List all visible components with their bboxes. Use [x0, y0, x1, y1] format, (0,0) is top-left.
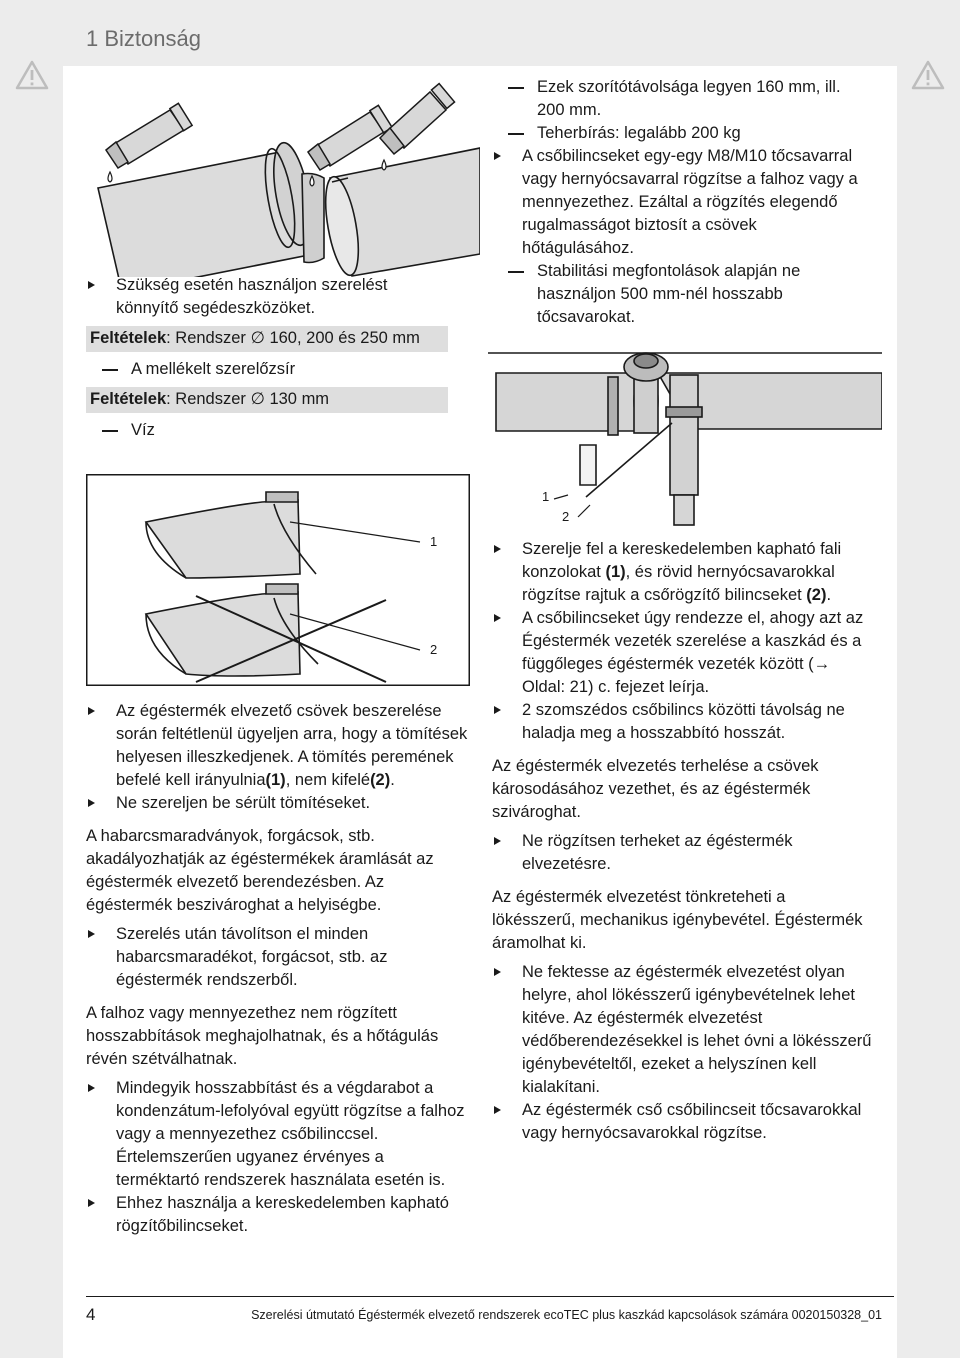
pipe-lubrication-figure	[92, 82, 480, 277]
bullet-arrange-clamps: A csőbilincseket úgy rendezze el, ahogy azt az Égéstermék vezeték szerelése a kaszkád és a függőleges égéstermék vezeték között (→ Oldal: 21) c. fejezet leírja.	[492, 607, 872, 699]
para-mortar: A habarcsmaradványok, forgácsok, stb. akadályozhatják az égéstermékek áramlását az égéstermék elvezető berendezésben. Az égéstermék beszivároghat a helyiségbe.	[86, 827, 434, 914]
text: , nem kifelé	[285, 771, 371, 789]
footer-document-title: Szerelési útmutató Égéstermék elvezető rendszerek ecoTEC plus kaszkád kapcsolások számára 0020150328_01	[251, 1308, 882, 1322]
clamp-figure-label-2: 2	[562, 509, 570, 524]
para-extensions: A falhoz vagy mennyezethez nem rögzített hosszabbítások meghajolhatnak, és a hőtágulás révén szétválhatnak.	[86, 1004, 439, 1068]
condition-block-2	[86, 387, 448, 413]
clamp-figure-label-1: 1	[542, 489, 550, 504]
page-number: 4	[86, 1305, 96, 1324]
left-top-text	[86, 274, 448, 442]
para-load: Az égéstermék elvezetés terhelése a csövek károsodásához vezethet, és az égéstermék szivároghat.	[492, 757, 819, 821]
bullet-damaged-seals: Ne szereljen be sérült tömítéseket.	[86, 792, 470, 815]
bullet-seal-orientation	[86, 700, 470, 792]
left-margin-band	[0, 0, 63, 1358]
warning-triangle-icon	[911, 60, 945, 90]
para-impact: Az égéstermék elvezetést tönkreteheti a lökésszerű, mechanikus igénybevétel. Égéstermék áramolhat ki.	[492, 888, 863, 952]
condition-text: : Rendszer ∅ 130 mm	[166, 390, 330, 408]
text: , és rövid hernyócsavarokkal rögzítse rajtuk a csőrögzítő bilincseket	[522, 563, 835, 604]
bullet-fix: A csőbilincseket egy-egy M8/M10 tőcsavarral vagy hernyócsavarral rögzítse a falhoz vagy a mennyezethez. Ezáltal a rögzítés elegendő rugalmasságot biztosít a csövek hőtágulásához.	[492, 145, 872, 260]
bullet-clamps: Ehhez használja a kereskedelemben kapható rögzítőbilincseket.	[86, 1192, 470, 1238]
seal-orientation-figure	[86, 474, 470, 686]
dash-stability: Stabilitási megfontolások alapján ne használjon 500 mm-nél hosszabb tőcsavarokat.	[492, 260, 872, 329]
ref-1: (1)	[605, 563, 626, 581]
text: .	[390, 771, 395, 789]
condition-label: Feltételek	[90, 390, 167, 408]
left-main-text	[86, 700, 470, 1238]
dash-grease: A mellékelt szerelőzsír	[86, 358, 448, 381]
bullet-clamp-distance: 2 szomszédos csőbilincs közötti távolság ne haladja meg a hosszabbító hosszát.	[492, 699, 872, 745]
bullet-aids: Szükség esetén használjon szerelést könnyítő segédeszközöket.	[86, 274, 448, 320]
right-main-text	[492, 538, 872, 1145]
dash-distance: Ezek szorítótávolsága legyen 160 mm, ill. 200 mm.	[492, 76, 872, 122]
bullet-impact-protection: Ne fektesse az égéstermék elvezetést olyan helyre, ahol lökésszerű igénybevételnek lehet kitéve. Az égéstermék elvezetést védőberendezésekkel is lehet óvni a lökésszerű igénybevételtől, ezeket a helyszínen kell kialakítani.	[492, 961, 872, 1099]
bullet-fix-extensions: Mindegyik hosszabbítást és a végdarabot a kondenzátum-lefolyóval együtt rögzítse a falhoz vagy a mennyezethez csőbilinccsel. Értelemszerűen ugyanez érvényes a terméktartó rendszerek használata esetén is.	[86, 1077, 470, 1192]
bullet-no-loads: Ne rögzítsen terheket az égéstermék elvezetésre.	[492, 830, 872, 876]
condition-block-1	[86, 326, 448, 352]
ref-1: (1)	[265, 771, 286, 789]
dash-load: Teherbírás: legalább 200 kg	[492, 122, 872, 145]
right-margin-band	[897, 0, 960, 1358]
condition-text: : Rendszer ∅ 160, 200 és 250 mm	[166, 329, 420, 347]
seal-figure-label-2: 2	[430, 642, 438, 657]
bullet-remove-mortar: Szerelés után távolítson el minden habarcsmaradékot, forgácsot, stb. az égéstermék rendszerből.	[86, 923, 470, 992]
pipe-clamp-figure	[488, 345, 882, 527]
bullet-wall-brackets	[492, 538, 872, 607]
text: .	[826, 586, 832, 604]
warning-triangle-icon	[15, 60, 49, 90]
bullet-fix-clamps: Az égéstermék cső csőbilincseit tőcsavarokkal vagy hernyócsavarokkal rögzítse.	[492, 1099, 872, 1145]
footer-divider	[86, 1296, 894, 1297]
right-top-text	[492, 76, 872, 329]
section-title: 1 Biztonság	[86, 26, 201, 51]
dash-water: Víz	[86, 419, 448, 442]
ref-2: (2)	[806, 586, 827, 604]
condition-label: Feltételek	[90, 329, 167, 347]
ref-2: (2)	[370, 771, 391, 789]
text: Az égéstermék elvezető csövek beszerelése során feltétlenül ügyeljen arra, hogy a tömítések helyesen illeszkedjenek. A tömítés peremének befelé kell irányulnia	[116, 702, 468, 789]
seal-figure-label-1: 1	[430, 534, 438, 549]
text: Szerelje fel a kereskedelemben kapható fali konzolokat	[522, 540, 842, 581]
